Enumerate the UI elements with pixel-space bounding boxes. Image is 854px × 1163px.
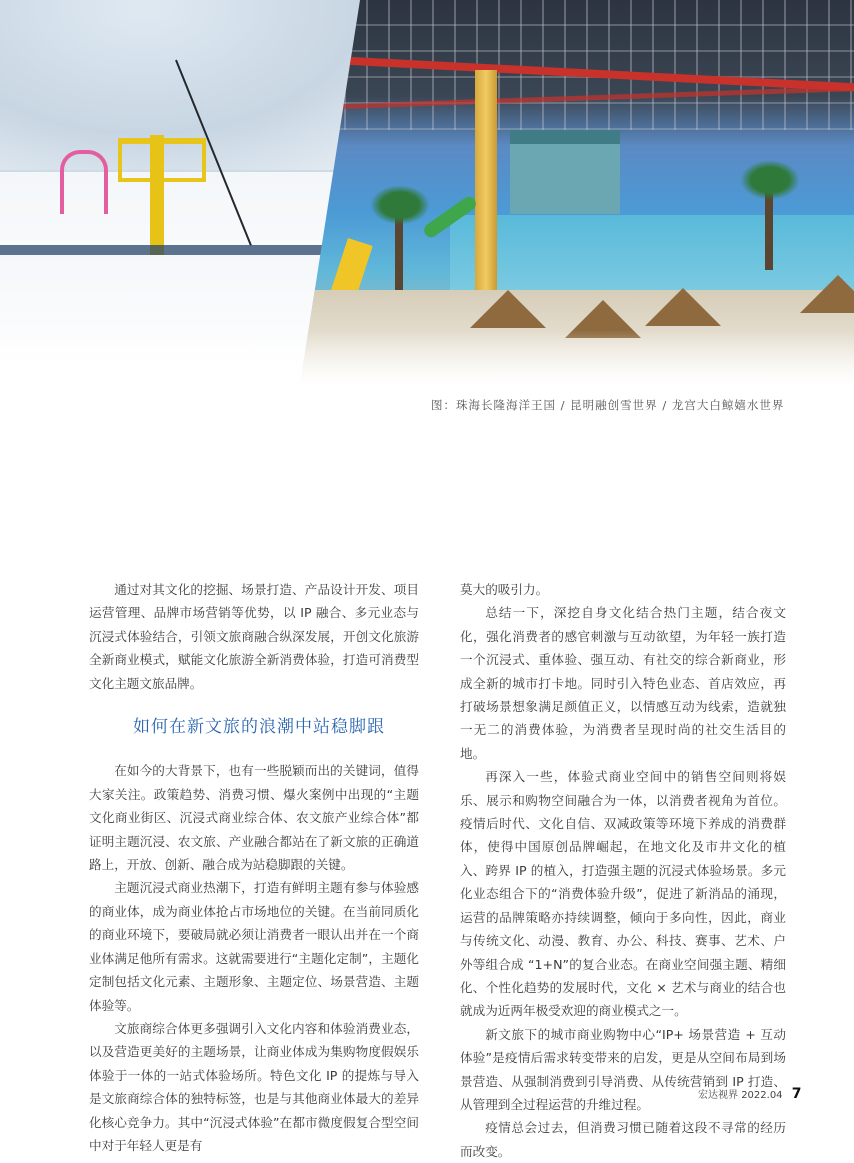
ski-resort-photo bbox=[0, 0, 360, 385]
water-park-photo bbox=[300, 0, 854, 385]
paragraph: 新文旅下的城市商业购物中心“IP+ 场景营造 + 互动体验”是疫情后需求转变带来的启发，更是从空间布局到场景营造、从强制消费到引导消费、从传统营销到 IP 打造、从管理到全过程运营的升维过程。 bbox=[460, 1026, 786, 1112]
section-heading: 如何在新文旅的浪潮中站稳脚跟 bbox=[133, 717, 385, 738]
header-photo-collage bbox=[0, 0, 854, 385]
paragraph: 疫情总会过去，但消费习惯已随着这段不寻常的经历而改变。 bbox=[460, 1120, 786, 1159]
paragraph: 在如今的大背景下，也有一些脱颖而出的关键词，值得大家关注。政策趋势、消费习惯、爆火案例中出现的“主题文化商业街区、沉浸式商业综合体、农文旅产业综合体”都证明主题沉浸、农文旅、产业融合都站在了新文旅的正确道路上，开放、创新、融合成为站稳脚跟的关键。 bbox=[89, 763, 419, 873]
paragraph: 主题沉浸式商业热潮下，打造有鲜明主题有参与体验感的商业体，成为商业体抢占市场地位的关键。在当前同质化的商业环境下，要破局就必须让消费者一眼认出并在一个商业体满足他所有需求。这就需要进行“主题化定制”，主题化定制包括文化元素、主题形象、主题定位、场景营造、主题体验等。 bbox=[89, 880, 419, 1013]
page-footer bbox=[698, 1086, 801, 1102]
magazine-name: 宏达视界 bbox=[698, 1090, 738, 1101]
page-number: 7 bbox=[791, 1086, 802, 1102]
issue-number: 2022.04 bbox=[741, 1090, 783, 1101]
paragraph: 再深入一些，体验式商业空间中的销售空间则将娱乐、展示和购物空间融合为一体，以消费者视角为首位。疫情后时代、文化自信、双减政策等环境下养成的消费群体，使得中国原创品牌崛起，在地文化及市井文化的植入、跨界 IP 的植入，打造强主题的沉浸式体验场景。多元化业态组合下的“消费体验升级”，促进了新消品的涌现，运营的品牌策略亦持续调整，倾向于多向性，因此，商业与传统文化、动漫、教育、办公、科技、赛事、艺术、户外等组合成 “1+N”的复合业态。在商业空间强主题、精细化、个性化趋势的发展时代，文化 × 艺术与商业的结合也就成为近两年极受欢迎的商业模式之一。 bbox=[460, 769, 786, 1019]
article-left-column bbox=[89, 578, 419, 1157]
paragraph: 总结一下，深挖自身文化结合热门主题，结合夜文化，强化消费者的感官刺激与互动欲望，为年轻一族打造一个沉浸式、重体验、强互动、有社交的综合新商业，形成全新的城市打卡地。同时引入特色业态、首店效应，再打破场景想象满足颜值正义，以情感互动为线索，造就独一无二的消费体验，为消费者呈现时尚的社交生活目的地。 bbox=[460, 605, 786, 761]
paragraph: 莫大的吸引力。 bbox=[460, 582, 549, 597]
photo-caption: 图：珠海长隆海洋王国 / 昆明融创雪世界 / 龙宫大白鲸嬉水世界 bbox=[431, 398, 785, 412]
paragraph: 通过对其文化的挖掘、场景打造、产品设计开发、项目运营管理、品牌市场营销等优势，以 IP 融合、多元业态与沉浸式体验结合，引领文旅商融合纵深发展，开创文化旅游全新商业模式，赋能文化旅游全新消费体验，打造可消费型文化主题文旅品牌。 bbox=[89, 582, 419, 691]
paragraph: 文旅商综合体更多强调引入文化内容和体验消费业态，以及营造更美好的主题场景，让商业体成为集购物度假娱乐体验于一体的一站式体验场所。特色文化 IP 的提炼与导入是文旅商综合体的独特标签，也是与其他商业体最大的差异化核心竞争力。其中“沉浸式体验”在都市微度假复合型空间中对于年轻人更是有 bbox=[89, 1020, 419, 1153]
article-right-column bbox=[460, 578, 786, 1163]
